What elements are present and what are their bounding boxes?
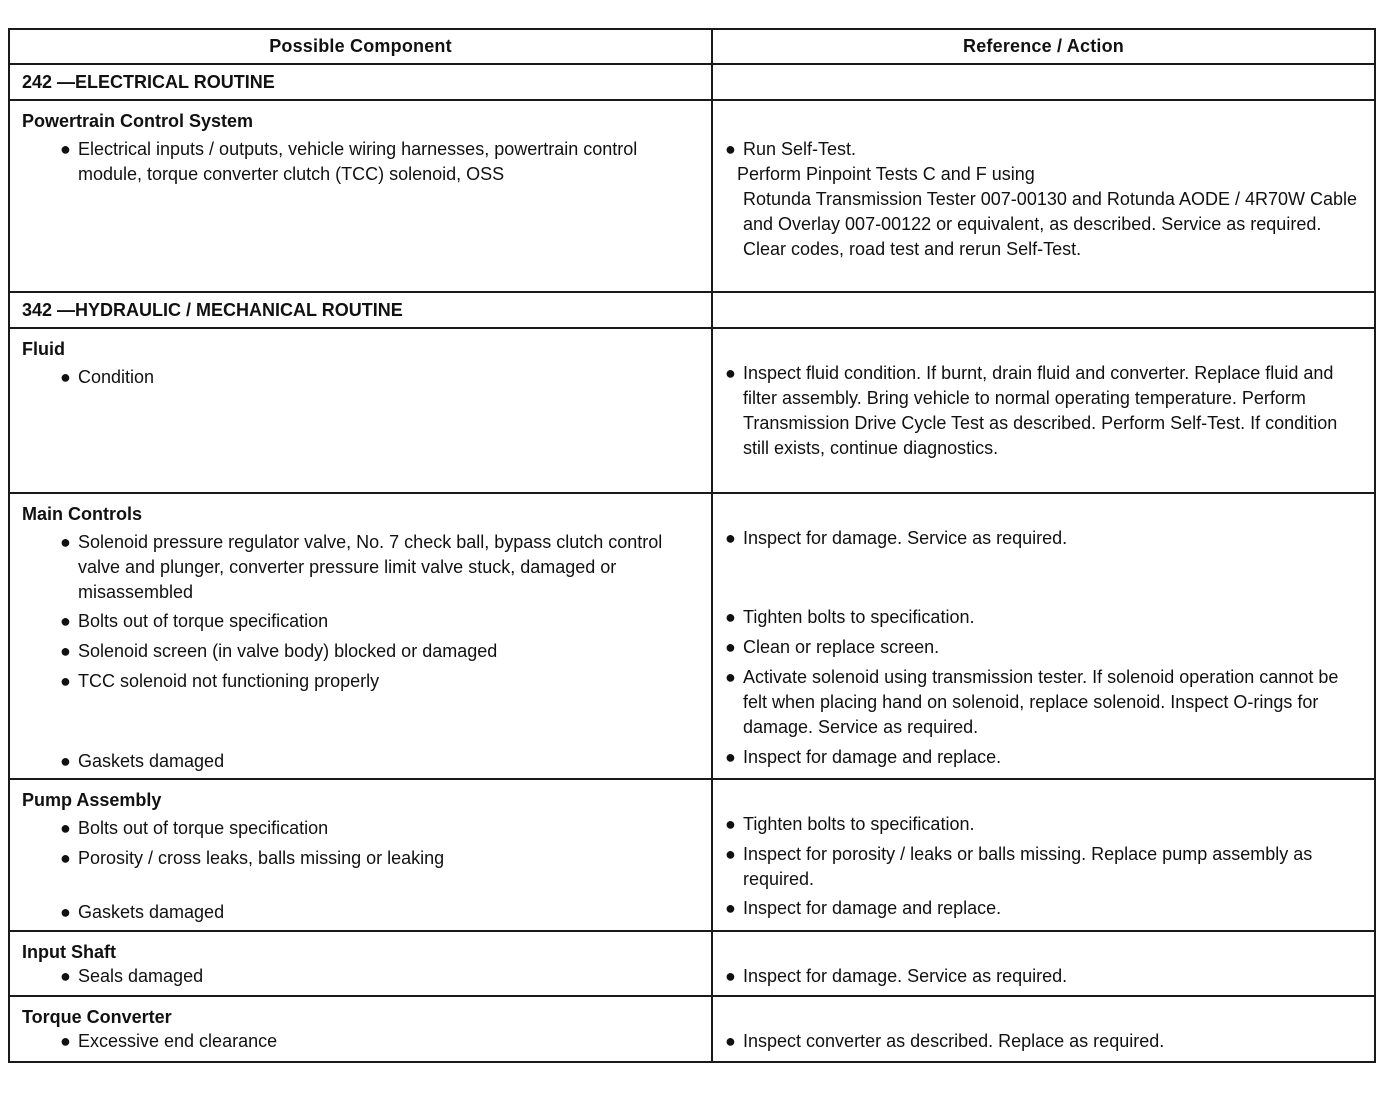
component-item [10, 846, 711, 896]
bullet-icon: ● [60, 532, 71, 552]
action-item [713, 526, 1374, 601]
bullet-icon: ● [725, 528, 736, 548]
section-title: Pump Assembly [22, 790, 162, 810]
action-item [713, 842, 1374, 892]
component-text: Gaskets damaged [78, 751, 225, 771]
action-item [713, 605, 1374, 631]
section-input-shaft [9, 931, 1375, 996]
component-text: Seals damaged [78, 966, 204, 986]
component-cell [9, 931, 712, 996]
empty-cell [712, 64, 1375, 100]
bullet-icon: ● [725, 844, 736, 864]
bullet-icon: ● [60, 1031, 71, 1051]
section-title: Fluid [22, 339, 65, 359]
component-text: TCC solenoid not functioning properly [78, 671, 380, 691]
action-text: Perform Pinpoint Tests C and F using [737, 164, 1035, 184]
component-item [10, 137, 711, 187]
bullet-icon: ● [725, 607, 736, 627]
bullet-icon: ● [725, 747, 736, 767]
component-cell [9, 996, 712, 1062]
action-text: Activate solenoid using transmission tester. If solenoid operation cannot be felt when placing hand on solenoid, replace solenoid. Inspect O-rings for damage. Service as required. [743, 667, 1339, 737]
routine-row-electrical [9, 64, 1375, 100]
diagnostic-table [8, 28, 1376, 1063]
action-text: Tighten bolts to specification. [743, 814, 975, 834]
bullet-icon: ● [725, 637, 736, 657]
component-text: Excessive end clearance [78, 1031, 278, 1051]
bullet-icon: ● [60, 848, 71, 868]
bullet-icon: ● [725, 966, 736, 986]
section-title: Input Shaft [22, 942, 116, 962]
header-action: Reference / Action [712, 29, 1375, 64]
section-main-controls [9, 493, 1375, 779]
bullet-icon: ● [60, 751, 71, 771]
section-fluid [9, 328, 1375, 493]
component-text: Condition [78, 367, 155, 387]
action-item [713, 812, 1374, 838]
action-text: Inspect for porosity / leaks or balls missing. Replace pump assembly as required. [743, 844, 1313, 889]
component-text: Porosity / cross leaks, balls missing or leaking [78, 848, 445, 868]
component-item [10, 964, 711, 989]
bullet-icon: ● [60, 966, 71, 986]
component-text: Solenoid pressure regulator valve, No. 7 check ball, bypass clutch control valve and plunger, converter pressure limit valve stuck, damaged or misassembled [78, 532, 663, 602]
action-text: Inspect for damage. Service as required. [743, 528, 1068, 548]
action-cell [712, 996, 1375, 1062]
component-item [10, 639, 711, 665]
routine-title: 242 —ELECTRICAL ROUTINE [9, 64, 712, 100]
section-torque-converter [9, 996, 1375, 1062]
action-item [713, 137, 1374, 162]
component-text: Electrical inputs / outputs, vehicle wiring harnesses, powertrain control module, torque converter clutch (TCC) solenoid, OSS [78, 139, 638, 184]
component-item [10, 816, 711, 842]
routine-row-hydraulic [9, 292, 1375, 328]
section-title: Powertrain Control System [22, 111, 254, 131]
component-cell [9, 100, 712, 292]
bullet-icon: ● [60, 139, 71, 159]
action-text: Inspect fluid condition. If burnt, drain fluid and converter. Replace fluid and filter assembly. Bring vehicle to normal operating temperature. Perform Transmission Drive Cycle Test as described. Perform Self-Test. If condition still exists, continue diagnostics. [743, 363, 1338, 458]
component-cell [9, 493, 712, 779]
action-cell [712, 779, 1375, 931]
bullet-icon: ● [60, 818, 71, 838]
component-text: Bolts out of torque specification [78, 818, 329, 838]
bullet-icon: ● [725, 898, 736, 918]
component-item [10, 530, 711, 605]
component-cell [9, 779, 712, 931]
action-text: Clean or replace screen. [743, 637, 940, 657]
component-text: Bolts out of torque specification [78, 611, 329, 631]
action-text: Tighten bolts to specification. [743, 607, 975, 627]
action-item [713, 1029, 1374, 1054]
action-cell [712, 931, 1375, 996]
action-item [713, 964, 1374, 989]
section-pump-assembly [9, 779, 1375, 931]
component-item [10, 749, 711, 774]
bullet-icon: ● [725, 363, 736, 383]
header-component: Possible Component [9, 29, 712, 64]
action-cell [712, 328, 1375, 493]
action-item [713, 361, 1374, 461]
section-powertrain [9, 100, 1375, 292]
bullet-icon: ● [60, 902, 71, 922]
bullet-icon: ● [725, 139, 736, 159]
bullet-icon: ● [60, 611, 71, 631]
action-item [713, 665, 1374, 741]
empty-cell [712, 292, 1375, 328]
component-item [10, 1029, 711, 1054]
bullet-icon: ● [725, 1031, 736, 1051]
action-text: Run Self-Test. [743, 139, 857, 159]
component-item [10, 365, 711, 390]
bullet-icon: ● [725, 814, 736, 834]
component-item [10, 609, 711, 635]
component-item [10, 669, 711, 745]
component-cell [9, 328, 712, 493]
action-item [713, 896, 1374, 921]
component-text: Solenoid screen (in valve body) blocked or damaged [78, 641, 498, 661]
bullet-icon: ● [725, 667, 736, 687]
bullet-icon: ● [60, 671, 71, 691]
section-title: Torque Converter [22, 1007, 172, 1027]
action-text: Rotunda Transmission Tester 007-00130 and Rotunda AODE / 4R70W Cable and Overlay 007-00122 or equivalent, as described. Service as required. Clear codes, road test and rerun Self-Test. [743, 189, 1358, 259]
component-text: Gaskets damaged [78, 902, 225, 922]
action-text: Inspect for damage and replace. [743, 747, 1002, 767]
section-title: Main Controls [22, 504, 142, 524]
action-item [713, 635, 1374, 661]
routine-title: 342 —HYDRAULIC / MECHANICAL ROUTINE [9, 292, 712, 328]
action-cell [712, 100, 1375, 292]
action-item [713, 745, 1374, 770]
bullet-icon: ● [60, 641, 71, 661]
header-row [9, 29, 1375, 64]
bullet-icon: ● [60, 367, 71, 387]
action-text: Inspect for damage and replace. [743, 898, 1002, 918]
action-cell [712, 493, 1375, 779]
component-item [10, 900, 711, 925]
action-text: Inspect for damage. Service as required. [743, 966, 1068, 986]
action-text: Inspect converter as described. Replace as required. [743, 1031, 1165, 1051]
